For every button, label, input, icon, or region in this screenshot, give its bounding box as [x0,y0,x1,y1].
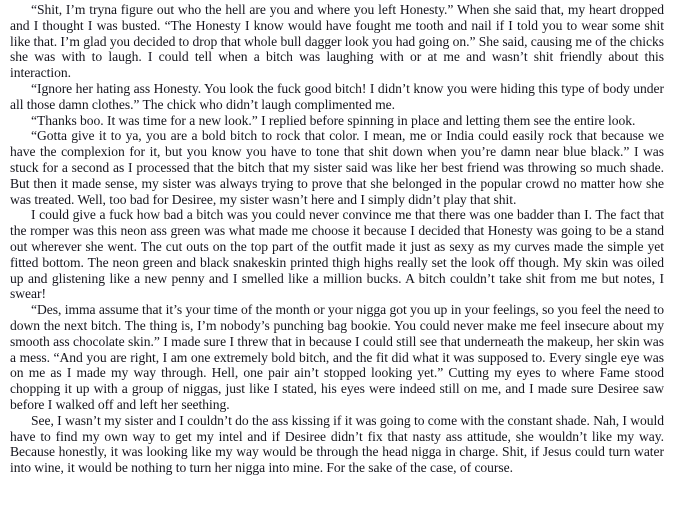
paragraph-1: “Shit, I’m tryna figure out who the hell are you and where you left Honesty.” When she said that, my heart dropped and I thought I was busted. “The Honesty I know would have fought me tooth and nail if I told you to wear some shit like that. I’m glad you decided to drop that whole bull dagger look you had going on.” She said, causing me of the chicks she was with to laugh. I could tell when a bitch was laughing with or at me and wasn’t shit friendly about this interaction. [10,2,664,81]
paragraph-6: “Des, imma assume that it’s your time of the month or your nigga got you up in your feelings, so you feel the need to down the next bitch. The thing is, I’m nobody’s punching bag bookie. You could never make me feel insecure about my smooth ass chocolate skin.” I made sure I threw that in because I could still see that underneath the makeup, her skin was a mess. “And you are right, I am one extremely bold bitch, and the fit did what it was supposed to. Every single eye was on me as I made my way through. Hell, one pair ain’t stopped looking yet.” Cutting my eyes to where Fame stood chopping it up with a group of niggas, just like I stated, his eyes were indeed still on me, and I made sure Desiree saw before I walked off and left her seething. [10,302,664,412]
paragraph-3: “Thanks boo. It was time for a new look.” I replied before spinning in place and letting them see the entire look. [31,112,636,128]
paragraph-4: “Gotta give it to ya, you are a bold bitch to rock that color. I mean, me or India could easily rock that because we have the complexion for it, but you know you have to tone that shit down when you’re damn near blue black.” I was stuck for a second as I processed that the bitch that my sister said was like her best friend was throwing so much shade. But then it made sense, my sister was always trying to prove that she belonged in the popular crowd no matter how she was treated. Well, too bad for Desiree, my sister wasn’t here and I simply didn’t play that shit. [10,128,664,207]
paragraph-2: “Ignore her hating ass Honesty. You look the fuck good bitch! I didn’t know you were hiding this type of body under all those damn clothes.” The chick who didn’t laugh complimented me. [10,80,664,112]
paragraph-7: See, I wasn’t my sister and I couldn’t do the ass kissing if it was going to come with the constant shade. Nah, I would have to find my own way to get my intel and if Desiree didn’t fix that nasty ass attitude, she wouldn’t like my way. Because honestly, it was looking like my way would be through the head nigga in charge. Shit, if Jesus could turn water into wine, it would be nothing to turn her nigga into mine. For the sake of the case, of course. [10,412,664,476]
paragraph-5: I could give a fuck how bad a bitch was you could never convince me that there was one badder than I. The fact that the romper was this neon ass green was what made me choose it because I decided that Honesty was going to be a stand out wherever she went. The cut outs on the top part of the outfit made it just as sexy as my curves made the simple yet fitted bottom. The neon green and black snakeskin printed thigh highs really set the look off though. My skin was oiled up and glistening like a new penny and I smelled like a million bucks. A bitch couldn’t take shit from me but notes, I swear! [10,207,664,302]
